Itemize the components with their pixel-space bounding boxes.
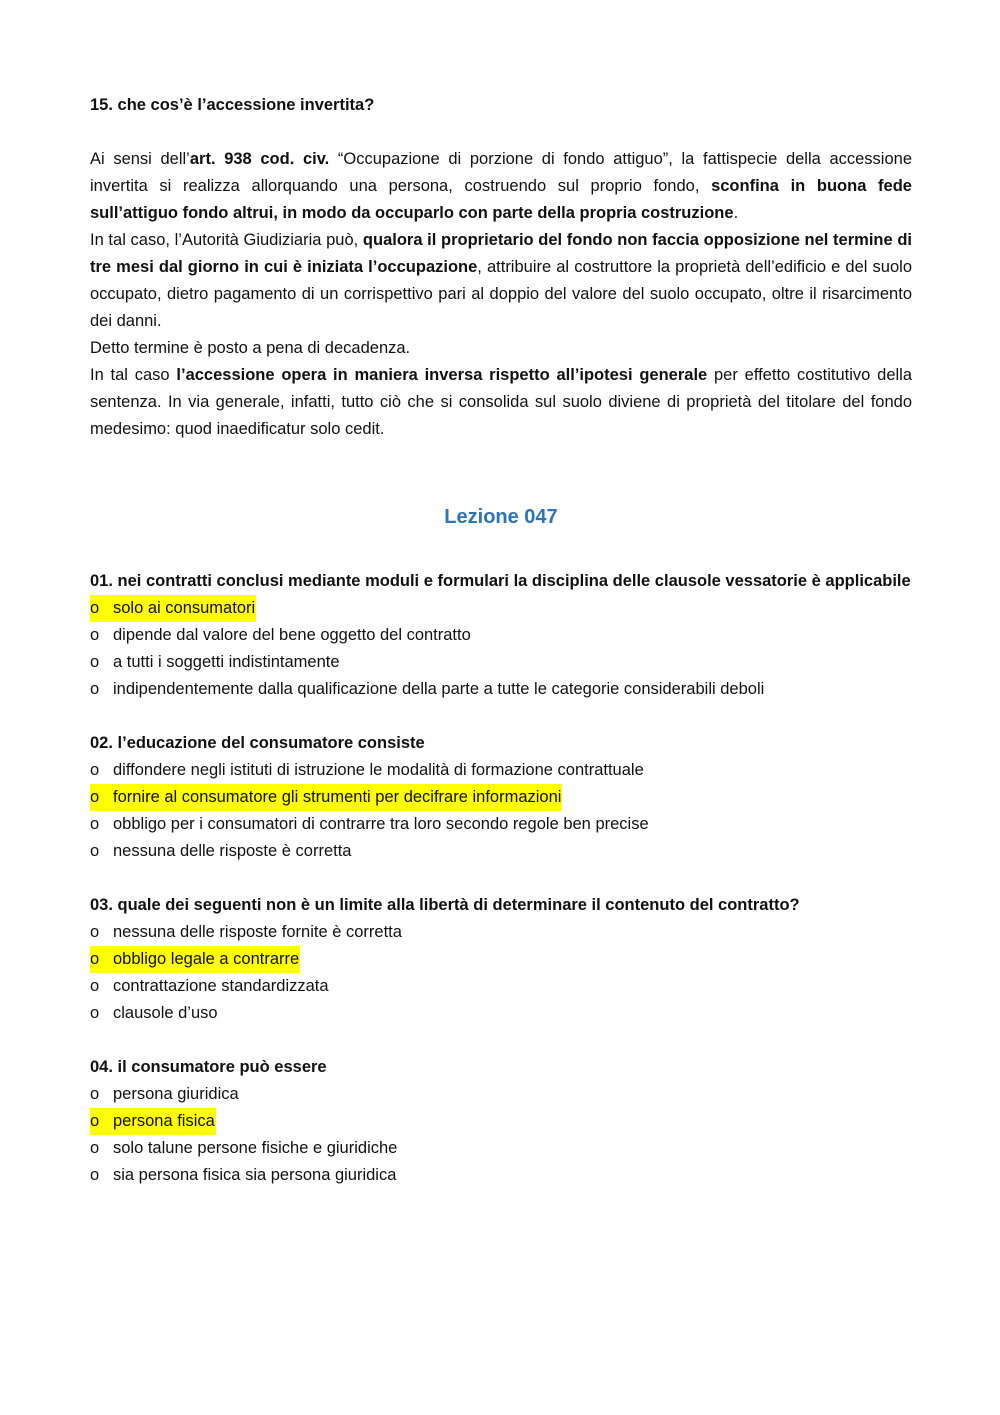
bullet-icon: o <box>90 788 100 806</box>
question-block <box>90 1054 912 1189</box>
option-content <box>90 649 341 676</box>
bullet-icon: o <box>90 1112 100 1130</box>
section-15-title: 15. che cos’è l’accessione invertita? <box>90 96 375 114</box>
question-title: 04. il consumatore può essere <box>90 1058 327 1076</box>
option-text: obbligo legale a contrarre <box>113 950 300 968</box>
option-content <box>90 622 472 649</box>
bullet-icon: o <box>90 1004 100 1022</box>
answer-paragraph-2 <box>90 227 912 335</box>
answer-paragraph-3: Detto termine è posto a pena di decadenza. <box>90 339 411 357</box>
bullet-icon: o <box>90 653 100 671</box>
answer-option <box>90 946 912 973</box>
bullet-icon: o <box>90 626 100 644</box>
bold-run: l’accessione opera in maniera inversa rispetto all’ipotesi generale <box>176 366 708 384</box>
bullet-icon: o <box>90 1139 100 1157</box>
option-text: contrattazione standardizzata <box>113 977 329 995</box>
text-run: . <box>733 204 739 222</box>
answer-option <box>90 1108 912 1135</box>
option-text: nessuna delle risposte fornite è corretta <box>113 923 402 941</box>
highlighted-option <box>90 946 300 973</box>
bullet-icon: o <box>90 815 100 833</box>
option-text: indipendentemente dalla qualificazione della parte a tutte le categorie considerabili deboli <box>113 680 765 698</box>
option-content <box>90 1162 397 1189</box>
answer-option <box>90 838 912 865</box>
highlighted-option <box>90 595 256 622</box>
text-run: In tal caso <box>90 366 177 384</box>
option-text: persona fisica <box>113 1112 215 1130</box>
bullet-icon: o <box>90 599 100 617</box>
bold-run: sconfina in buona fede sull’attiguo fondo altrui, in modo da occuparlo con parte della propria costruzione <box>90 177 912 222</box>
bullet-icon: o <box>90 842 100 860</box>
answer-option <box>90 622 912 649</box>
bullet-icon: o <box>90 950 100 968</box>
option-content <box>90 919 403 946</box>
bullet-icon: o <box>90 977 100 995</box>
option-text: solo ai consumatori <box>113 599 256 617</box>
answer-paragraph-1 <box>90 146 912 227</box>
option-content <box>90 1081 240 1108</box>
option-content <box>90 1000 219 1027</box>
option-text: sia persona fisica sia persona giuridica <box>113 1166 397 1184</box>
highlighted-option <box>90 784 562 811</box>
answer-option <box>90 1081 912 1108</box>
option-text: diffondere negli istituti di istruzione le modalità di formazione contrattuale <box>113 761 644 779</box>
answer-option <box>90 1162 912 1189</box>
question-block <box>90 892 912 1027</box>
option-text: a tutti i soggetti indistintamente <box>113 653 340 671</box>
answer-option <box>90 1000 912 1027</box>
question-block <box>90 730 912 865</box>
highlighted-option <box>90 1108 216 1135</box>
bullet-icon: o <box>90 680 100 698</box>
bullet-icon: o <box>90 1166 100 1184</box>
section-15 <box>90 92 912 443</box>
text-run: “Occupazione di porzione di fondo attiguo”, la fattispecie della accessione invertita si realizza allorquando una persona, costruendo sul proprio fondo, <box>90 150 913 195</box>
quiz-list <box>90 568 912 1189</box>
option-content <box>90 973 330 1000</box>
answer-option <box>90 973 912 1000</box>
text-run: In tal caso, l’Autorità Giudiziaria può, <box>90 231 363 249</box>
option-content <box>90 757 645 784</box>
option-content <box>90 811 650 838</box>
option-text: fornire al consumatore gli strumenti per decifrare informazioni <box>113 788 562 806</box>
option-content <box>90 838 352 865</box>
option-text: dipende dal valore del bene oggetto del contratto <box>113 626 471 644</box>
bold-run: qualora il proprietario del fondo non faccia opposizione nel termine di tre mesi dal giorno in cui è iniziata l’occupazione <box>90 231 912 276</box>
bullet-icon: o <box>90 923 100 941</box>
answer-option <box>90 649 912 676</box>
option-text: solo talune persone fisiche e giuridiche <box>113 1139 398 1157</box>
text-run: , attribuire al costruttore la proprietà dell’edificio e del suolo occupato, dietro pagamento di un corrispettivo pari al doppio del valore del suolo occupato, oltre il risarcimento dei danni. <box>90 258 912 330</box>
answer-paragraph-4 <box>90 362 912 443</box>
bold-run: art. 938 cod. civ. <box>189 150 330 168</box>
answer-option <box>90 811 912 838</box>
section-15-answer <box>90 146 912 443</box>
question-block <box>90 568 912 703</box>
answer-option <box>90 1135 912 1162</box>
answer-option <box>90 676 912 703</box>
answer-option <box>90 595 912 622</box>
option-text: nessuna delle risposte è corretta <box>113 842 352 860</box>
question-title: 01. nei contratti conclusi mediante moduli e formulari la disciplina delle clausole vessatorie è applicabile <box>90 572 911 590</box>
option-text: obbligo per i consumatori di contrarre tra loro secondo regole ben precise <box>113 815 649 833</box>
bullet-icon: o <box>90 761 100 779</box>
answer-option <box>90 784 912 811</box>
text-run: Ai sensi dell’ <box>90 150 190 168</box>
answer-option <box>90 757 912 784</box>
question-title: 02. l’educazione del consumatore consiste <box>90 734 425 752</box>
option-content <box>90 676 765 703</box>
answer-option <box>90 919 912 946</box>
text-run: per effetto costitutivo della sentenza. In via generale, infatti, tutto ciò che si consolida sul suolo diviene di proprietà del titolare del fondo medesimo: quod inaedificatur solo cedit. <box>90 366 913 438</box>
bullet-icon: o <box>90 1085 100 1103</box>
option-content <box>90 1135 398 1162</box>
lesson-title: Lezione 047 <box>444 506 558 528</box>
option-text: clausole d’uso <box>113 1004 218 1022</box>
option-text: persona giuridica <box>113 1085 239 1103</box>
question-title: 03. quale dei seguenti non è un limite alla libertà di determinare il contenuto del contratto? <box>90 896 800 914</box>
